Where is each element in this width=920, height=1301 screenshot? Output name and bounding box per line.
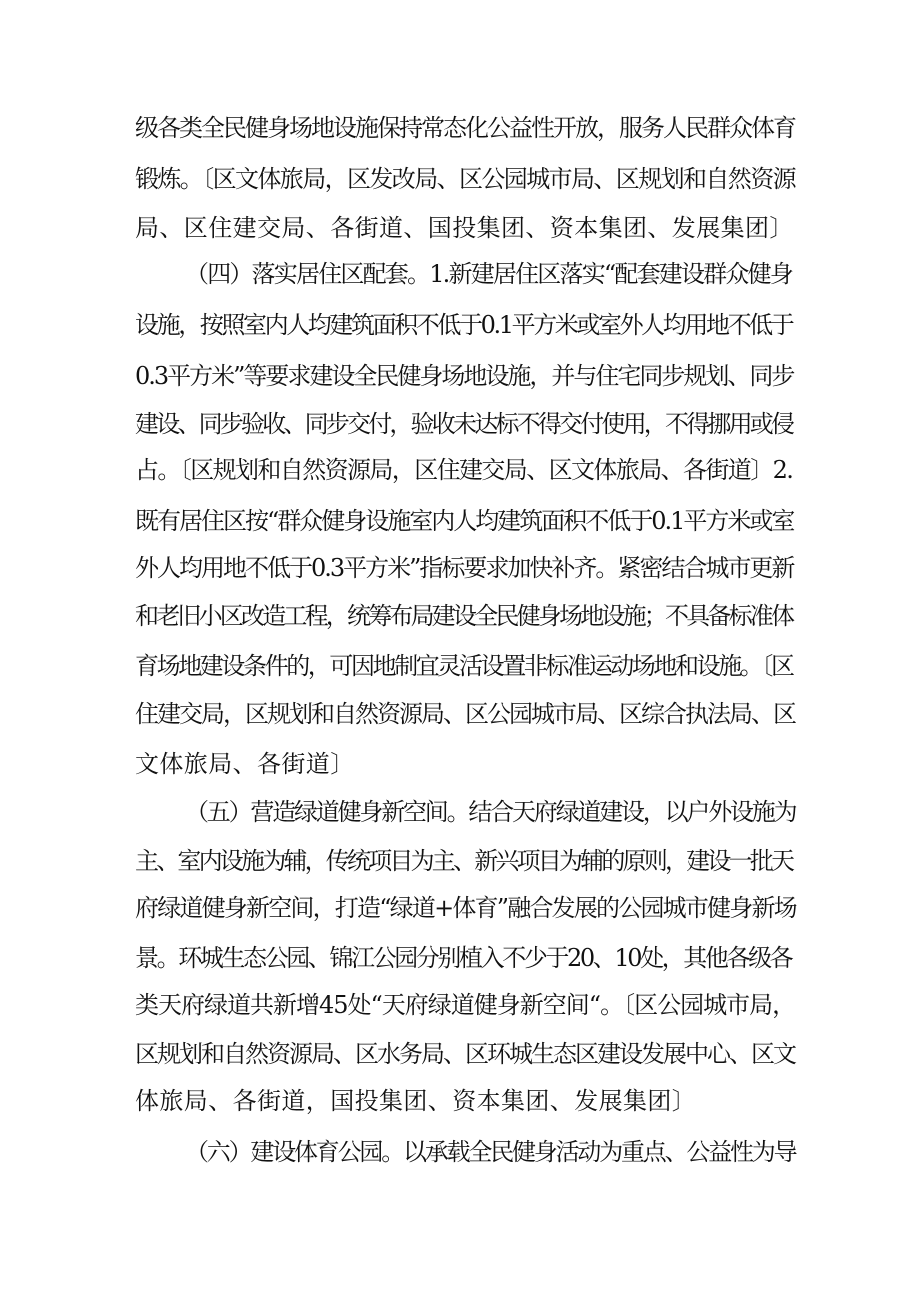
text-line: 和老旧小区改造工程，统筹布局建设全民健身场地设施；不具备标准体 — [135, 602, 793, 630]
text-line: 外人均用地不低于0.3平方米”指标要求加快补齐。紧密结合城市更新 — [135, 554, 794, 582]
text-line: 文体旅局、各街道〕 — [135, 750, 355, 778]
paragraph-heading-4: （四）落实居住区配套。1.新建居住区落实“配套建设群众健身 — [185, 260, 792, 288]
text-line: 主、室内设施为辅，传统项目为主、新兴项目为辅的原则，建设一批天 — [135, 847, 793, 875]
text-line: 建设、同步验收、同步交付，验收未达标不得交付使用，不得挪用或侵 — [135, 410, 793, 438]
text-line: 占。〔区规划和自然资源局，区住建交局、区文体旅局、各街道〕2. — [135, 456, 793, 484]
text-line: 设施，按照室内人均建筑面积不低于0.1平方米或室外人均用地不低于 — [135, 311, 793, 339]
text-line: 0.3平方米”等要求建设全民健身场地设施，并与住宅同步规划、同步 — [135, 362, 794, 390]
text-line: 锻炼。〔区文体旅局，区发改局、区公园城市局、区规划和自然资源 — [135, 165, 795, 193]
paragraph-heading-6: （六）建设体育公园。以承载全民健身活动为重点、公益性为导 — [185, 1138, 796, 1166]
text-line: 住建交局，区规划和自然资源局、区公园城市局、区综合执法局、区 — [135, 700, 795, 728]
text-line: 育场地建设条件的，可因地制宜灵活设置非标准运动场地和设施。〔区 — [135, 652, 793, 680]
text-line: 景。环城生态公园、锦江公园分别植入不少于20、10处，其他各级各 — [135, 944, 792, 972]
text-line: 区规划和自然资源局、区水务局、区环城生态区建设发展中心、区文 — [135, 1040, 795, 1068]
paragraph-heading-5: （五）营造绿道健身新空间。结合天府绿道建设，以户外设施为 — [185, 798, 796, 826]
text-line: 局、区住建交局、各街道、国投集团、资本集团、发展集团〕 — [135, 214, 794, 242]
text-line: 体旅局、各街道，国投集团、资本集团、发展集团〕 — [135, 1087, 697, 1115]
text-line: 府绿道健身新空间，打造“绿道+体育”融合发展的公园城市健身新场 — [135, 894, 796, 922]
text-line: 级各类全民健身场地设施保持常态化公益性开放，服务人民群众体育 — [135, 114, 795, 142]
text-line: 类天府绿道共新增45处“天府绿道健身新空间“。〔区公园城市局， — [135, 991, 796, 1019]
text-line: 既有居住区按“群众健身设施室内人均建筑面积不低于0.1平方米或室 — [135, 507, 794, 535]
